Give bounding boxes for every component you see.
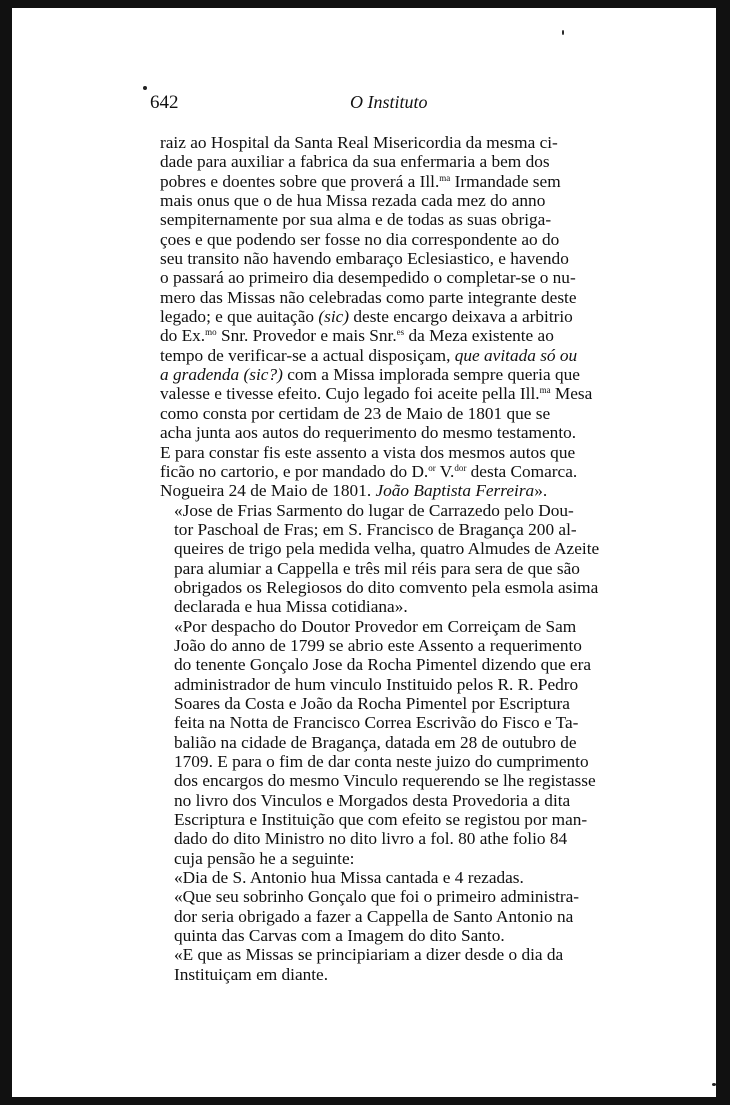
ink-speck (143, 86, 147, 90)
text-line: dos encargos do mesmo Vinculo requerendo se lhe registasse (174, 771, 596, 791)
text-line: balião na cidade de Bragança, datada em 28 de outubro de (174, 732, 577, 752)
text-line: Soares da Costa e João da Rocha Pimentel por Escriptura (174, 693, 570, 713)
text-line: «Dia de S. Antonio hua Missa cantada e 4 rezadas. (174, 868, 524, 888)
text-line: feita na Notta de Francisco Correa Escrivão do Fisco e Ta- (174, 713, 579, 733)
superscript: ma (539, 385, 551, 396)
text-line (160, 326, 630, 345)
text-line: cuja pensão he a seguinte: (174, 848, 355, 868)
running-title: O Instituto (350, 92, 428, 112)
italic-run: que avitada só ou (454, 345, 578, 365)
italic-run: a gradenda (sic?) (160, 365, 283, 385)
page-header (150, 92, 630, 118)
text-line: mais onus que o de hua Missa rezada cada mez do anno (160, 191, 546, 211)
text-line: obrigados os Relegiosos do dito comvento pela esmola asima (174, 577, 599, 597)
text-line: mero das Missas não celebradas como parte integrante deste (160, 287, 577, 307)
text-line (160, 346, 630, 365)
superscript: or (428, 462, 436, 473)
text-line: queires de trigo pela medida velha, quatro Almudes de Azeite (174, 539, 600, 559)
text-run: ficão no cartorio, e por mandado do D. (160, 461, 429, 481)
paragraph-sobrinho (160, 887, 630, 945)
paragraph-missas (160, 945, 630, 984)
text-line: 1709. E para o fim de dar conta neste juizo do cumprimento (174, 752, 589, 771)
body-text (160, 133, 630, 984)
text-line: dado do dito Ministro no dito livro a fol. 80 athe folio 84 (174, 829, 568, 849)
text-line: «Por despacho do Doutor Provedor em Correiçam de Sam (174, 616, 577, 636)
text-run: ». (534, 481, 548, 501)
italic-run: João Baptista Ferreira (375, 481, 535, 501)
text-line: dade para auxiliar a fabrica da sua enfermaria a bem dos (160, 152, 550, 172)
text-run: deste encargo deixava a arbitrio (349, 307, 573, 327)
text-line (160, 462, 630, 481)
text-line: João do anno de 1799 se abrio este Assento a requerimento (174, 635, 582, 655)
paragraph-santo-antonio (160, 868, 630, 887)
text-line: acha junta aos autos do requerimento do mesmo testamento. (160, 423, 577, 443)
text-line: para alumiar a Cappella e três mil réis para sera de que são (174, 558, 580, 578)
text-line: «Jose de Frias Sarmento do lugar de Carrazedo pelo Dou- (174, 500, 574, 520)
text-line: tor Paschoal de Fras; em S. Francisco de Bragança 200 al- (174, 519, 577, 539)
superscript: mo (205, 327, 217, 338)
text-line (160, 307, 630, 326)
text-line: seu transito não havendo embaraço Eclesiastico, e havendo (160, 249, 569, 269)
text-line (160, 384, 630, 403)
text-run: do Ex. (160, 326, 206, 346)
superscript: dor (454, 462, 467, 473)
text-run: pobres e doentes sobre que proverá a Ill. (160, 171, 440, 191)
text-line: çoes e que podendo ser fosse no dia correspondente ao do (160, 229, 560, 249)
paragraph-bequest (160, 133, 630, 501)
superscript: ma (439, 172, 451, 183)
page-number: 642 (150, 92, 179, 113)
paragraph-frias-sarmento (160, 501, 630, 617)
text-line: no livro dos Vinculos e Morgados desta Provedoria a dita (174, 790, 571, 810)
text-run: da Meza existente ao (404, 326, 554, 346)
text-run: Nogueira 24 de Maio de 1801. (160, 481, 376, 501)
text-line: quinta das Carvas com a Imagem do dito Santo. (174, 926, 505, 946)
text-line: Instituiçam em diante. (174, 964, 329, 984)
text-line: o passará ao primeiro dia desempedido o completar-se o nu- (160, 268, 576, 288)
paragraph-despacho (160, 617, 630, 868)
text-line (160, 172, 630, 191)
text-line: administrador de hum vinculo Instituido pelos R. R. Pedro (174, 674, 579, 694)
text-run: tempo de verificar-se a actual disposiçam, (160, 345, 455, 365)
text-line: Escriptura e Instituição que com efeito se registou por man- (174, 810, 588, 830)
text-line: «E que as Missas se principiariam a dizer desde o dia da (174, 945, 564, 965)
superscript: es (396, 327, 405, 338)
ink-speck (712, 1083, 716, 1086)
text-line: sempiternamente por sua alma e de todas as suas obriga- (160, 210, 552, 230)
text-line: raiz ao Hospital da Santa Real Misericordia da mesma ci- (160, 133, 558, 152)
text-run: com a Missa implorada sempre queria que (282, 365, 580, 385)
text-run: legado; e que auitação (160, 307, 319, 327)
text-line: «Que seu sobrinho Gonçalo que foi o primeiro administra- (174, 887, 580, 907)
text-line: como consta por certidam de 23 de Maio de 1801 que se (160, 403, 551, 423)
text-line (160, 481, 630, 500)
text-line (160, 365, 630, 384)
text-line: E para constar fis este assento a vista dos mesmos autos que (160, 442, 576, 462)
text-line: do tenente Gonçalo Jose da Rocha Pimentel dizendo que era (174, 655, 592, 675)
text-run: desta Comarca. (466, 461, 578, 481)
italic-run: (sic) (318, 307, 350, 327)
text-line: declarada e hua Missa cotidiana». (174, 597, 408, 617)
text-run: Mesa (550, 384, 593, 404)
ink-speck (562, 30, 564, 35)
text-run: V. (435, 461, 455, 481)
text-run: valesse e tivesse efeito. Cujo legado foi aceite pella Ill. (160, 384, 540, 404)
text-run: Snr. Provedor e mais Snr. (216, 326, 397, 346)
text-run: Irmandade sem (450, 171, 561, 191)
text-line: dor seria obrigado a fazer a Cappella de Santo Antonio na (174, 906, 574, 926)
